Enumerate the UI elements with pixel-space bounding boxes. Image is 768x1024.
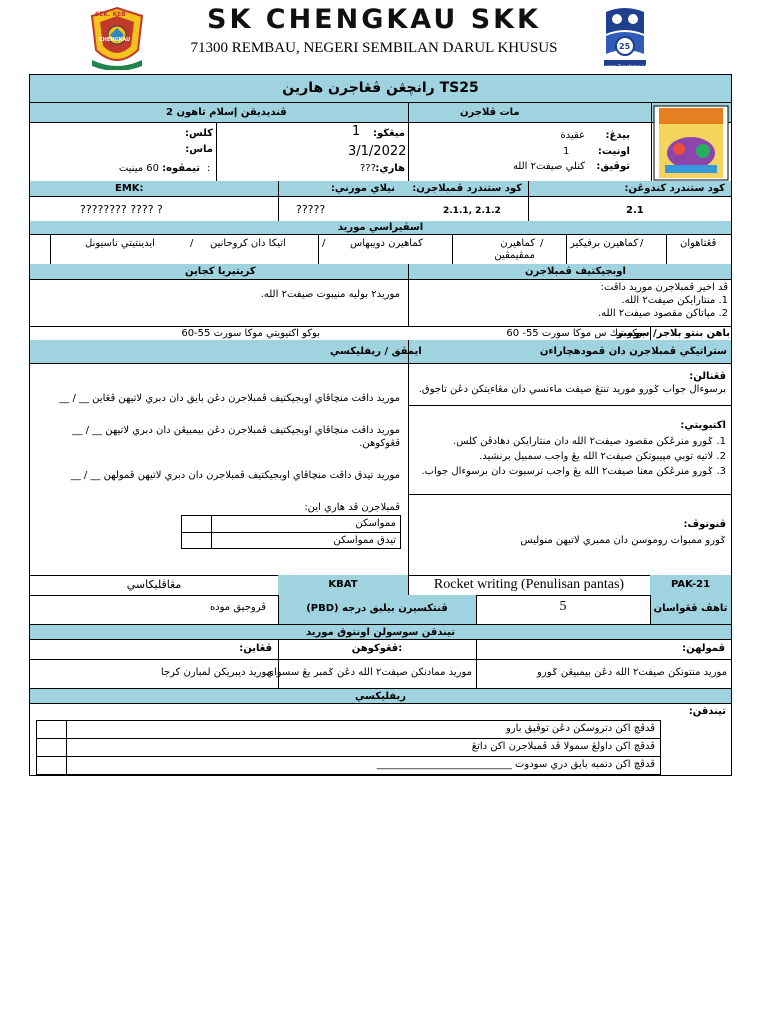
sk-code-label: كود ستندرد كندوڠن:	[624, 183, 725, 194]
tajuk-label: توڤيق:	[596, 161, 630, 172]
sp-code-label: كود ستندرد ڤمبلاجرن:	[412, 183, 522, 194]
set-induction-text: برسوءال جواب ݢورو موريد تنتڠ صيفت ماءنسي دان مڠاءيتكن دڠن تاجوق.	[418, 384, 726, 395]
aspirasi-thinking: كماهيرن برفيكير	[570, 238, 639, 249]
mastery-level-label: تاهڤ ڤڠواسان	[650, 595, 731, 624]
jumlah-label: تيمڤوه:	[162, 163, 200, 174]
checkbox-not-achieved[interactable]	[182, 533, 210, 548]
textbook-cover-image	[653, 105, 729, 181]
reflection-guided-2: ڤڠوكوهن.	[359, 438, 400, 449]
unit-value: 1	[563, 146, 570, 157]
masa-label: ماس:	[185, 144, 213, 155]
reinforcement-heading: ڤڠوكوهن:	[351, 643, 403, 654]
enrichment-heading: ڤڠاين:	[239, 643, 272, 654]
resources-label: باهن بنتو بلاجر/ سومبر	[616, 328, 730, 339]
set-induction-label: ڤڠنالن:	[689, 371, 726, 382]
activity-label: اكتيويتي:	[680, 420, 726, 431]
reflection-heading: ريفليكسي	[30, 688, 731, 704]
resources-activity-book: بوكو اكتيويتي موكا سورت 55-60	[181, 328, 320, 339]
followup-heading: تيندقن سوسولن اونتوق موريد	[30, 624, 731, 640]
ts25-number: 25	[619, 42, 631, 51]
aspirasi-bilingual: كماهيرن دويبهاس	[350, 238, 423, 249]
remedial-heading: ڤمولهن:	[682, 643, 725, 654]
objective-1: 1. منتارايكن صيفت٢ الله.	[621, 295, 728, 306]
activity-3: 3. ݢورو منرڠكن معنا صيفت٢ الله يڠ واجب ترسبوت دان برسوءال جواب.	[421, 466, 726, 477]
mastery-level-value: 5	[559, 599, 567, 614]
action-repeat: ڤدڤچ اكن داولڠ سمولا ڤد ڤمبلاجرن اكن داتڠ	[471, 741, 655, 752]
nilai-label: نيلاي مورني:	[330, 183, 395, 194]
criteria-text: موريد٢ بوليه منيبوت صيفت٢ الله.	[260, 289, 400, 300]
checkbox-next-topic[interactable]	[37, 721, 65, 737]
lesson-plan-form	[29, 74, 732, 776]
crest-text-mid: CHENGKAU	[99, 37, 131, 43]
action-next-topic: ڤدڤچ اكن دتروسكن دڠن توڤيق بارو	[505, 723, 655, 734]
minggu-label: ميڠڬو:	[372, 128, 405, 139]
reflection-guided: موريد داڤت منچاڤاي اوبجيكتيف ڤمبلاجرن دڠن بيمبيڠن دان دبري لاتيهن __ / __	[72, 425, 400, 436]
hari-value: ???	[360, 163, 376, 174]
aspirasi-leadership: كماهيرن ممڤيمڤين	[494, 238, 535, 261]
nilai-value: ?????	[296, 203, 326, 216]
sp-code-value: 2.1.1, 2.1.2	[443, 206, 501, 216]
aspirasi-heading: اسڤيراسي موريد	[30, 221, 731, 235]
kbat-value: مڠاڤليكاسي	[126, 578, 182, 591]
subject-label: مات ڤلاجرن	[460, 107, 520, 118]
reflection-mastery: موريد داڤت منچاڤاي اوبجيكتيف ڤمبلاجرن دڠن بايق دان دبري لاتيهن ڤڠاين __ / __	[59, 393, 400, 404]
option-achieved: ممواسكن	[355, 518, 396, 529]
reflection-remedial: موريد تيدق داڤت منچاڤاي اوبجيكتيف ڤمبلاجرن دان دبري لاتيهن ڤمولهن __ / __	[70, 470, 400, 481]
form-title: رانچڠن ڤڠاجرن هارين TS25	[30, 75, 731, 103]
emk-label: EMK:	[115, 183, 144, 194]
aspirasi-ethics: اتيكا دان كروحانين	[210, 238, 286, 249]
school-name: SK CHENGKAU SKK	[207, 4, 541, 35]
action-improve: ڤدڤچ اكن دنمبه بايق دري سودوت ___________________________	[376, 759, 655, 770]
action-label: تيندقن:	[688, 706, 726, 717]
crest-text-top: SEK. KEB	[95, 11, 126, 18]
aspirasi-knowledge: ڤڠتاهوان	[680, 238, 717, 249]
objective-heading: اوبجيكتيف ڤمبلاجرن	[525, 266, 626, 277]
kelas-label: كلس:	[184, 128, 213, 139]
bidang-value: عقيدة	[560, 130, 585, 141]
pbd-method: ڤروجيق موده	[209, 602, 266, 613]
activity-1: 1. ݢورو منرڠكن مقصود صيفت٢ الله دان منتارايكن دهادڤن كلس.	[453, 436, 726, 447]
minggu-value: 1	[352, 124, 361, 139]
closure-text: ݢورو ممبوات روموسن دان ممبري لاتيهن منوليس	[520, 535, 726, 546]
today-lesson-label: ڤمبلاجرن ڤد هاري اين:	[304, 502, 400, 513]
sk-code-value: 2.1	[626, 205, 644, 216]
tajuk-value: كنلي صيفت٢ الله	[512, 161, 585, 172]
checkbox-improve[interactable]	[37, 757, 65, 774]
aspirasi-sep: /	[540, 238, 544, 249]
aspirasi-sep: /	[190, 238, 194, 249]
kbat-label: KBAT	[278, 575, 408, 595]
activity-2: 2. لاتيه توبي مڽيبوتكن صيفت٢ الله يڠ واجب سمبيل برنشيد.	[479, 451, 726, 462]
checkbox-repeat[interactable]	[37, 739, 65, 755]
aspirasi-identity: ايدينتيتي ناسيونل	[85, 238, 155, 249]
objective-intro: ڤد اخير ڤمبلاجرن موريد داڤت:	[600, 282, 728, 293]
option-not-achieved: تيدق ممواسكن	[333, 535, 396, 546]
aspirasi-sep: /	[322, 238, 326, 249]
checkbox-achieved[interactable]	[182, 516, 210, 531]
tarikh-value: 3/1/2022	[348, 144, 407, 159]
pbd-label: (PBD) ڤنتكسيرن بيليق درجه	[278, 595, 476, 624]
criteria-heading: كريتيريا كجاين	[185, 266, 256, 277]
resources-textbook: بوكو تيك س موكا سورت 55- 60	[506, 328, 645, 339]
closure-label: ڤنوتوڤ:	[683, 519, 726, 530]
school-address: 71300 REMBAU, NEGERI SEMBILAN DARUL KHUSUS	[190, 40, 558, 56]
aspirasi-sep: /	[640, 238, 644, 249]
reflection-impact-heading: ايمڤق / ريفليكسي	[330, 346, 422, 357]
enrichment-text: موريد ديبريكن لمبارن كرجا	[160, 667, 272, 678]
subject-value: ڤنديديقن إسلام تاهون 2	[166, 107, 287, 118]
masa-value: 60 مينيت	[118, 163, 159, 174]
bidang-label: بيدڠ:	[605, 130, 630, 141]
unit-label: اونيت:	[597, 146, 630, 157]
letterhead	[0, 0, 768, 74]
pak21-label: PAK-21	[650, 575, 731, 595]
ts25-caption: Program Transformasi Sekolah	[600, 64, 661, 69]
emk-value: ???????? ???? ?	[80, 203, 163, 216]
strategy-heading: ستراتيڬي ڤمبلاجرن دان ڤمودهچاراءن	[539, 346, 727, 357]
jumlah-value: :	[207, 163, 211, 174]
pak21-activity: Rocket writing (Penulisan pantas)	[433, 577, 625, 592]
reinforcement-text: موريد ممادنكن صيفت٢ الله دڠن ݢمبر يڠ سسواي	[266, 667, 472, 678]
remedial-text: موريد منتونكن صيفت٢ الله دڠن بيمبيڠن ݢورو	[537, 667, 727, 678]
objective-2: 2. مڽاتاكن مقصود صيفت٢ الله.	[597, 308, 728, 319]
hari-label: هاري:	[375, 163, 405, 174]
